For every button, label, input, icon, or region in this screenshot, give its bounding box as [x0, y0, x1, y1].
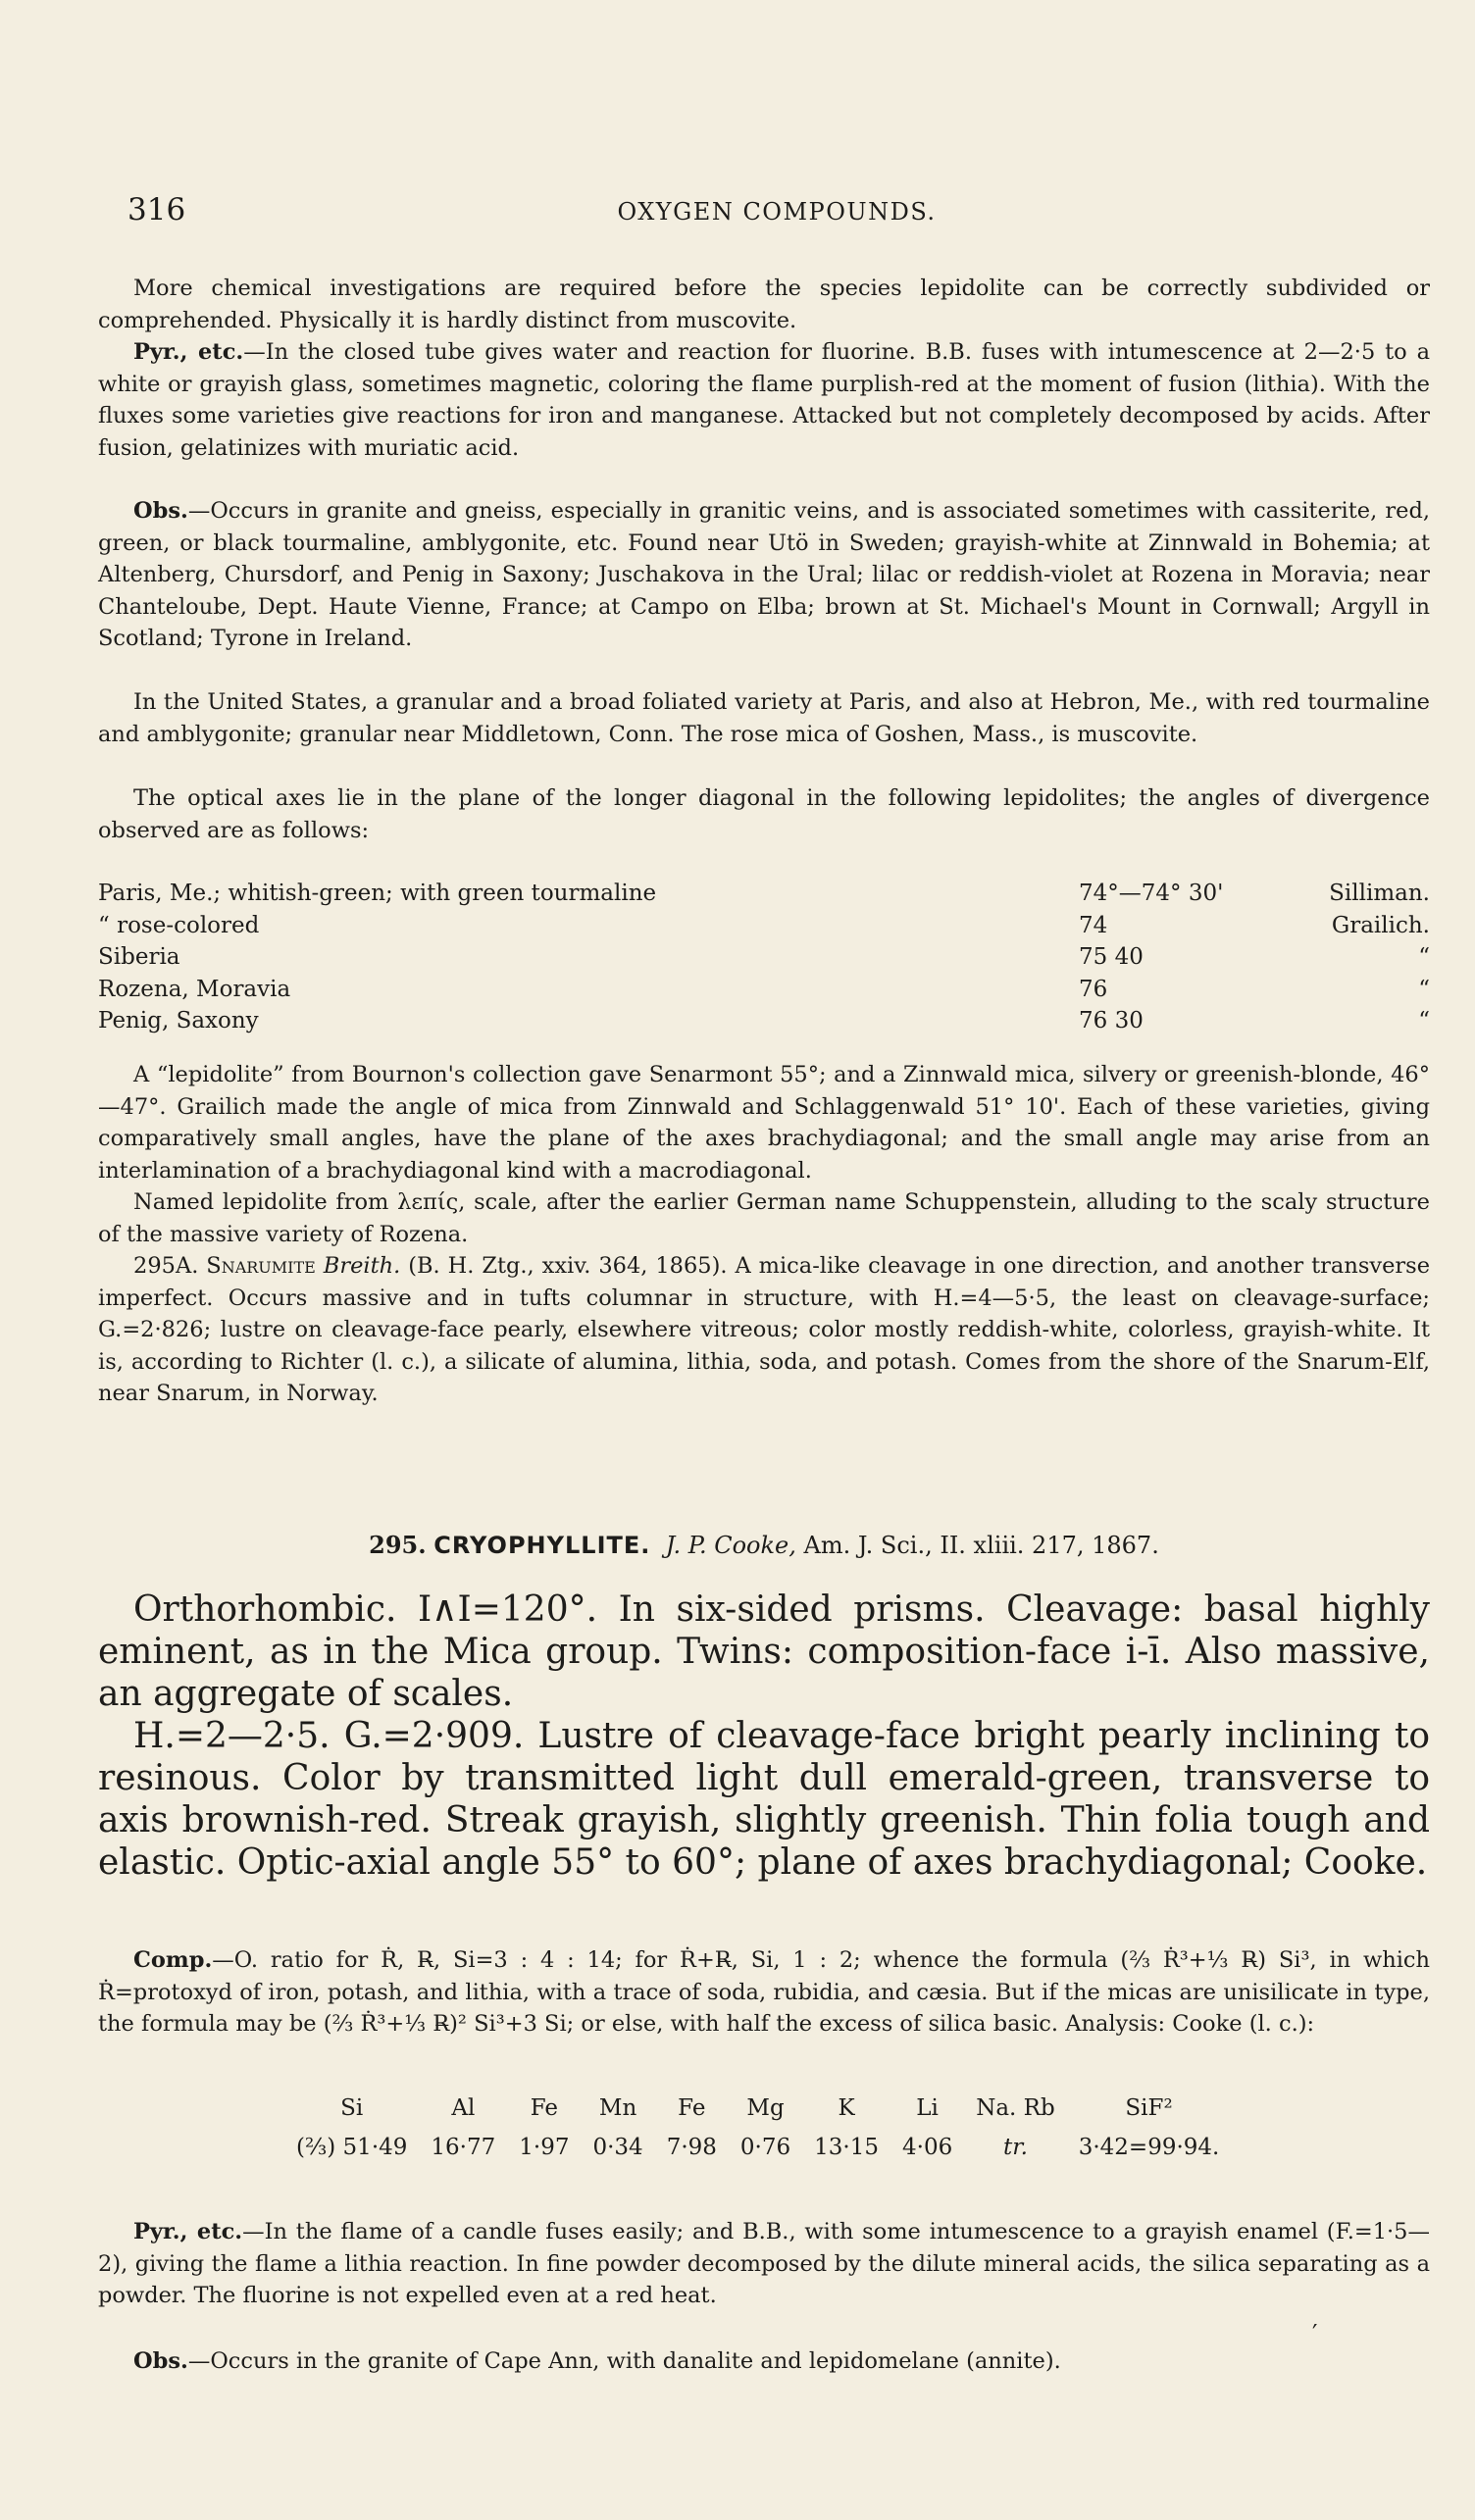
analysis-header: Mg — [746, 2095, 785, 2121]
observations-paragraph — [98, 495, 1430, 655]
analysis-header: Si — [340, 2095, 364, 2121]
angle-row — [98, 1008, 1430, 1040]
angle-row — [98, 977, 1430, 1009]
analysis-header: K — [838, 2095, 855, 2121]
analysis-value: 13·15 — [814, 2135, 879, 2160]
bournon-paragraph — [98, 1059, 1430, 1186]
species-name: CRYOPHYLLITE. — [433, 1532, 651, 1559]
pyr2-head: Pyr., etc. — [133, 2219, 243, 2244]
analysis-header-row — [284, 2089, 1231, 2128]
comp-text: —O. ratio for Ṙ, R̶, Si=3 : 4 : 14; for Ṙ+R̶, Si, 1 : 2; whence the formula (⅔ Ṙ³+⅓ R̶) Si³, in which Ṙ=protoxyd of iron, potash, and lithia, with a trace of soda, rubidia, and cæsia. But if the micas are unisilicate in type, the formula may be (⅔ Ṙ³+⅓ R̶)² Si³+3 Si; or else, with half the excess of silica basic. Analysis: Cooke (l. c.): — [98, 1947, 1430, 2037]
intro-text: More chemical investigations are required before the species lepidolite can be correctly subdivided or comprehended. Physically it is hardly distinct from muscovite. — [98, 276, 1430, 333]
obs-head: Obs. — [133, 498, 188, 524]
species-author: J. P. Cooke, — [665, 1532, 796, 1559]
intro-paragraph — [98, 273, 1430, 336]
crystallography-paragraph — [98, 1588, 1430, 1715]
pyr2-text: —In the flame of a candle fuses easily; and B.B., with some intumescence to a grayish enamel (F.=1·5—2), giving the flame a lithia reaction. In fine powder decomposed by the dilute mineral acids, the silica separating as a powder. The fluorine is not expelled even at a red heat. — [98, 2219, 1430, 2308]
angle-row — [98, 881, 1430, 913]
pyrognostics-2-paragraph — [98, 2216, 1430, 2312]
stray-mark: ′ — [1312, 2320, 1318, 2347]
snarumite-paragraph — [98, 1250, 1430, 1410]
physical-properties-text: H.=2—2·5. G.=2·909. Lustre of cleavage-face bright pearly inclining to resinous. Color by transmitted light dull emerald-green, transverse to axis brownish-red. Streak grayish, slightly greenish. Thin folia tough and elastic. Optic-axial angle 55° to 60°; plane of axes brachydiagonal; Cooke. — [98, 1716, 1430, 1883]
angle: 74°—74° 30' — [1079, 881, 1224, 906]
united-states-paragraph — [98, 686, 1430, 750]
locality: “ rose-colored — [98, 912, 260, 938]
optical-axes-text: The optical axes lie in the plane of the longer diagonal in the following lepidolites; the angles of divergence observed are as follows: — [98, 785, 1430, 843]
analysis-value: 7·98 — [666, 2135, 717, 2160]
etymology-text: Named lepidolite from λεπίς, scale, after the earlier German name Schuppenstein, alluding to the scaly structure of the massive variety of Rozena. — [98, 1189, 1430, 1247]
analysis-header: Fe — [678, 2095, 706, 2121]
etymology-paragraph — [98, 1186, 1430, 1250]
analysis-table — [284, 2089, 1231, 2167]
running-title: OXYGEN COMPOUNDS. — [617, 198, 937, 226]
observer: Grailich. — [1331, 912, 1430, 938]
obs-text: —Occurs in granite and gneiss, especially in granitic veins, and is associated sometimes with cassiterite, red, green, or black tourmaline, amblygonite, etc. Found near Utö in Sweden; grayish-white at Zinnwald in Bohemia; at Altenberg, Chursdorf, and Penig in Saxony; Juschakova in the Ural; lilac or reddish-violet at Rozena in Moravia; near Chanteloube, Dept. Haute Vienne, France; at Campo on Elba; brown at St. Michael's Mount in Cornwall; Argyll in Scotland; Tyrone in Ireland. — [98, 498, 1430, 651]
page-header — [127, 192, 1426, 231]
locality: Siberia — [98, 944, 180, 970]
analysis-value: 4·06 — [902, 2135, 953, 2160]
physical-properties-paragraph — [98, 1715, 1430, 1884]
locality: Rozena, Moravia — [98, 976, 291, 1002]
page-number: 316 — [127, 192, 186, 227]
pyrognostics-paragraph — [98, 336, 1430, 464]
species-number: 295. — [369, 1531, 427, 1559]
optical-axes-paragraph — [98, 782, 1430, 846]
analysis-header: Li — [916, 2095, 939, 2121]
angle: 75 40 — [1079, 944, 1144, 970]
snarumite-number: 295A. — [133, 1253, 199, 1279]
bournon-text: A “lepidolite” from Bournon's collection gave Senarmont 55°; and a Zinnwald mica, silvery or greenish-blonde, 46°—47°. Grailich made the angle of mica from Zinnwald and Schlaggenwald 51° 10'. Each of these varieties, giving comparatively small angles, have the plane of the axes brachydiagonal; and the small angle may arise from an interlamination of a brachydiagonal kind with a macrodiagonal. — [98, 1062, 1430, 1184]
analysis-header: Na. Rb — [976, 2095, 1055, 2121]
angle: 76 30 — [1079, 1008, 1144, 1033]
obs2-text: —Occurs in the granite of Cape Ann, with danalite and lepidomelane (annite). — [187, 2348, 1061, 2374]
axial-angle-table — [98, 881, 1430, 1040]
observer: “ — [1418, 1008, 1430, 1033]
pyr-head: Pyr., etc. — [133, 339, 244, 365]
obs2-head: Obs. — [133, 2348, 188, 2374]
analysis-value: 0·76 — [739, 2135, 791, 2160]
angle: 74 — [1079, 912, 1108, 938]
locality: Penig, Saxony — [98, 1008, 259, 1033]
analysis-value: 0·34 — [592, 2135, 643, 2160]
observer: “ — [1418, 976, 1430, 1002]
angle-row — [98, 913, 1430, 945]
analysis-value: 1·97 — [519, 2135, 570, 2160]
pyr-text: —In the closed tube gives water and reaction for fluorine. B.B. fuses with intumescence at 2—2·5 to a white or grayish glass, sometimes magnetic, coloring the flame purplish-red at the moment of fusion (lithia). With the fluxes some varieties give reactions for iron and manganese. Attacked but not completely decomposed by acids. After fusion, gelatinizes with muriatic acid. — [98, 339, 1430, 461]
comp-head: Comp. — [133, 1947, 213, 1973]
composition-paragraph — [98, 1944, 1430, 2041]
locality: Paris, Me.; whitish-green; with green tourmaline — [98, 881, 657, 906]
snarumite-author: Breith. — [323, 1253, 401, 1279]
species-heading — [98, 1530, 1430, 1562]
analysis-header: Fe — [530, 2095, 559, 2121]
crystallography-text: Orthorhombic. I∧I=120°. In six-sided prisms. Cleavage: basal highly eminent, as in the Mica group. Twins: composition-face i-ī. Also massive, an aggregate of scales. — [98, 1589, 1430, 1714]
observer: Silliman. — [1329, 881, 1430, 906]
observer: “ — [1418, 944, 1430, 970]
snarumite-text: (B. H. Ztg., xxiv. 364, 1865). A mica-like cleavage in one direction, and another transverse imperfect. Occurs massive and in tufts columnar in structure, with H.=4—5·5, the least on cleavage-surface; G.=2·826; lustre on cleavage-face pearly, elsewhere vitreous; color mostly reddish-white, colorless, grayish-white. It is, according to Richter (l. c.), a silicate of alumina, lithia, soda, and potash. Comes from the shore of the Snarum-Elf, near Snarum, in Norway. — [98, 1253, 1431, 1406]
analysis-value: 3·42=99·94. — [1078, 2135, 1220, 2160]
angle-row — [98, 944, 1430, 977]
species-reference: Am. J. Sci., II. xliii. 217, 1867. — [803, 1532, 1159, 1559]
analysis-header: Al — [451, 2095, 476, 2121]
analysis-value: 16·77 — [431, 2135, 496, 2160]
analysis-value: tr. — [1002, 2135, 1028, 2160]
angle: 76 — [1079, 976, 1108, 1002]
united-states-text: In the United States, a granular and a broad foliated variety at Paris, and also at Hebron, Me., with red tourmaline and amblygonite; granular near Middletown, Conn. The rose mica of Goshen, Mass., is muscovite. — [98, 689, 1430, 747]
analysis-header: Mn — [598, 2095, 637, 2121]
analysis-value: (⅔) 51·49 — [296, 2135, 408, 2160]
analysis-header: SiF² — [1125, 2095, 1173, 2121]
snarumite-name: Snarumite — [206, 1253, 316, 1279]
observations-2-paragraph — [98, 2345, 1430, 2378]
analysis-value-row — [284, 2128, 1231, 2167]
